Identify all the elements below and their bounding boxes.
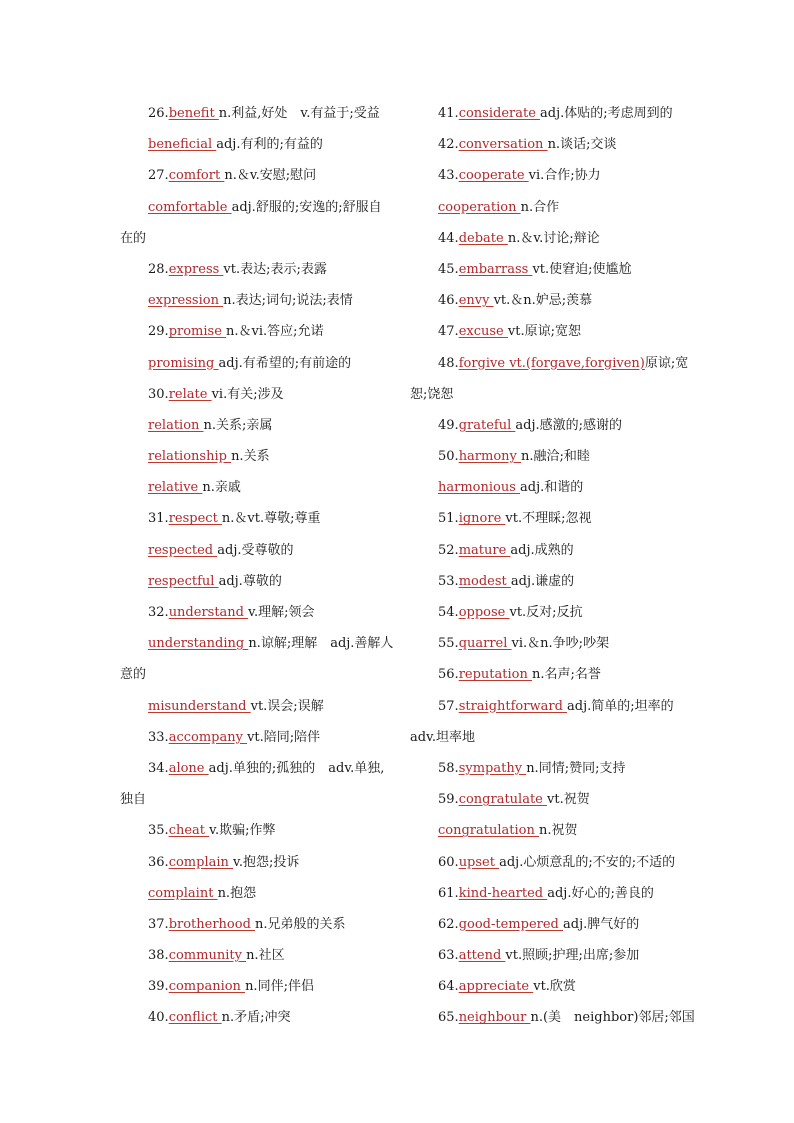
word-definition: 恕;饶恕 <box>410 386 454 402</box>
word-definition: v.抱怨;投诉 <box>233 854 300 870</box>
entry-number: 54. <box>438 605 459 620</box>
entry-number: 43. <box>438 168 459 184</box>
word-definition: n.矛盾;冲突 <box>221 1010 291 1026</box>
vocab-line <box>120 847 390 878</box>
vocab-line <box>120 316 390 347</box>
word-definition: vt.照顾;护理;出席;参加 <box>505 948 640 964</box>
entry-number: 47. <box>438 324 459 340</box>
vocab-line <box>410 815 680 846</box>
vocab-line <box>410 971 680 1002</box>
entry-number: 44. <box>438 230 459 246</box>
vocab-word: debate <box>458 230 508 246</box>
vocab-word: attend <box>458 948 506 964</box>
vocab-word: conversation <box>458 137 548 153</box>
word-definition: n.(美 neighbor)邻居;邻国 <box>530 1010 695 1026</box>
entry-number: 35. <box>148 823 169 839</box>
vocab-word: oppose <box>458 605 510 620</box>
word-definition: adj.有希望的;有前途的 <box>218 355 352 371</box>
vocab-word: comfortable <box>148 199 232 215</box>
vocab-word: understand <box>168 605 249 620</box>
vocab-word: cooperation <box>438 199 521 215</box>
vocab-line <box>410 940 680 971</box>
word-definition: n.合作 <box>520 199 560 215</box>
vocab-word: appreciate <box>458 979 534 995</box>
vocab-word: forgive vt.(forgave,forgiven) <box>458 355 645 371</box>
vocab-word: cooperate <box>458 168 529 184</box>
vocab-line <box>120 223 390 254</box>
word-definition: vi.有关;涉及 <box>211 386 284 402</box>
vocab-word: relative <box>148 480 203 496</box>
vocab-word: beneficial <box>148 137 217 153</box>
vocab-word: complain <box>168 854 234 870</box>
entry-number: 63. <box>438 948 459 964</box>
vocab-line <box>410 784 680 815</box>
word-definition: vt.原谅;宽恕 <box>507 324 581 340</box>
word-definition: 意的 <box>120 667 147 683</box>
word-definition: n.表达;词句;说法;表情 <box>223 293 353 309</box>
vocab-word: straightforward <box>458 698 568 714</box>
word-definition: vt.误会;误解 <box>250 698 324 714</box>
entry-number: 59. <box>438 792 459 808</box>
vocab-line <box>410 316 680 347</box>
word-definition: adj.受尊敬的 <box>217 542 294 558</box>
word-definition: vt.不理睬;忽视 <box>505 511 592 527</box>
word-definition: n.祝贺 <box>539 823 578 839</box>
word-definition: adj.感激的;感谢的 <box>515 417 622 433</box>
vocab-word: complaint <box>148 885 218 901</box>
vocab-line <box>120 129 390 160</box>
vocab-line <box>410 223 680 254</box>
vocab-word: relation <box>148 417 204 433</box>
vocab-line <box>120 878 390 909</box>
vocab-word: relate <box>168 386 212 402</box>
vocab-line <box>120 535 390 566</box>
vocab-line <box>120 940 390 971</box>
word-definition: vt.使窘迫;使尴尬 <box>532 261 632 277</box>
entry-number: 51. <box>438 511 459 527</box>
vocab-line <box>120 597 390 628</box>
vocab-word: neighbour <box>458 1010 531 1026</box>
vocab-line <box>410 410 680 441</box>
word-definition: vt.反对;反抗 <box>509 605 583 620</box>
vocab-line <box>120 472 390 503</box>
vocab-word: reputation <box>458 667 532 683</box>
entry-number: 56. <box>438 667 459 683</box>
word-definition: vt.欣赏 <box>533 979 576 995</box>
vocab-line <box>120 348 390 379</box>
vocab-word: comfort <box>168 168 225 184</box>
word-definition: n.同情;赞同;支持 <box>526 760 626 776</box>
word-definition: 独自 <box>120 792 147 808</box>
word-definition: v.理解;领会 <box>248 605 315 620</box>
vocab-word: misunderstand <box>148 698 251 714</box>
entry-number: 38. <box>148 948 169 964</box>
word-definition: adj.单独的;孤独的 adv.单独, <box>208 760 385 776</box>
vocab-line <box>120 909 390 940</box>
word-definition: vi.合作;协力 <box>528 168 601 184</box>
vocab-line <box>120 410 390 441</box>
entry-number: 58. <box>438 760 459 776</box>
vocab-line <box>410 597 680 628</box>
entry-number: 28. <box>148 261 169 277</box>
vocab-word: respect <box>168 511 222 527</box>
vocab-line <box>410 691 680 722</box>
vocab-word: relationship <box>148 449 232 465</box>
vocab-word: respectful <box>148 573 219 589</box>
vocab-word: understanding <box>148 636 249 652</box>
word-definition: adj.心烦意乱的;不安的;不适的 <box>499 854 676 870</box>
vocab-line <box>120 98 390 129</box>
entry-number: 53. <box>438 573 459 589</box>
vocab-word: modest <box>458 573 511 589</box>
vocab-line <box>410 503 680 534</box>
vocab-line <box>120 784 390 815</box>
vocab-word: mature <box>458 542 511 558</box>
word-definition: n.社区 <box>246 948 285 964</box>
entry-number: 49. <box>438 417 459 433</box>
right-column <box>410 98 695 1034</box>
vocab-word: excuse <box>458 324 508 340</box>
word-definition: vt.祝贺 <box>547 792 590 808</box>
vocab-line <box>120 441 390 472</box>
vocab-word: embarrass <box>458 261 533 277</box>
entry-number: 34. <box>148 760 169 776</box>
word-definition: adj.舒服的;安逸的;舒服自 <box>231 199 382 215</box>
word-definition: adj.脾气好的 <box>563 916 640 932</box>
vocab-line <box>120 659 390 690</box>
vocab-line <box>410 348 689 379</box>
entry-number: 40. <box>148 1010 169 1026</box>
vocab-line <box>410 566 680 597</box>
word-definition: n.＆vi.答应;允诺 <box>226 324 324 340</box>
word-definition: n.亲戚 <box>202 480 241 496</box>
entry-number: 29. <box>148 324 169 340</box>
word-definition: vt.＆n.妒忌;羡慕 <box>493 293 593 309</box>
word-definition: adj.简单的;坦率的 <box>567 698 674 714</box>
vocab-word: brotherhood <box>168 916 256 932</box>
vocab-line <box>120 192 390 223</box>
vocab-line <box>410 722 680 753</box>
word-definition: adj.有利的;有益的 <box>216 137 323 153</box>
entry-number: 32. <box>148 605 169 620</box>
entry-number: 46. <box>438 293 459 309</box>
entry-number: 48. <box>438 355 459 371</box>
entry-number: 30. <box>148 386 169 402</box>
word-definition: adj.尊敬的 <box>218 573 282 589</box>
entry-number: 61. <box>438 885 459 901</box>
vocab-line <box>410 1002 695 1033</box>
vocab-line <box>120 971 390 1002</box>
word-definition: n.抱怨 <box>217 885 257 901</box>
vocab-word: envy <box>458 293 494 309</box>
vocab-line <box>410 192 680 223</box>
vocab-line <box>410 472 680 503</box>
vocab-word: harmony <box>458 449 522 465</box>
vocab-word: companion <box>168 979 246 995</box>
word-definition: adj.和谐的 <box>520 480 584 496</box>
vocab-line <box>410 285 680 316</box>
entry-number: 62. <box>438 916 459 932</box>
vocab-word: promise <box>168 324 227 340</box>
word-definition: adj.体贴的;考虑周到的 <box>540 106 673 121</box>
entry-number: 42. <box>438 137 459 153</box>
entry-number: 60. <box>438 854 459 870</box>
vocab-line <box>120 160 390 191</box>
vocab-word: respected <box>148 542 218 558</box>
word-definition: n.利益,好处 v.有益于;受益 <box>218 106 380 121</box>
vocab-line <box>120 503 390 534</box>
word-definition: n.＆v.安慰;慰问 <box>224 168 317 184</box>
vocab-line <box>120 1002 390 1033</box>
vocab-line <box>120 628 394 659</box>
entry-number: 37. <box>148 916 169 932</box>
entry-number: 26. <box>148 106 169 121</box>
vocab-line <box>410 909 680 940</box>
vocab-line <box>410 129 680 160</box>
vocab-line <box>120 254 390 285</box>
vocab-line <box>120 566 390 597</box>
vocab-word: community <box>168 948 247 964</box>
word-definition: 在的 <box>120 230 147 246</box>
entry-number: 27. <box>148 168 169 184</box>
vocab-line <box>410 160 680 191</box>
vocab-line <box>410 441 680 472</box>
vocab-line <box>410 847 680 878</box>
vocab-word: congratulate <box>458 792 548 808</box>
vocab-line <box>120 753 390 784</box>
vocab-word: upset <box>458 854 500 870</box>
word-definition: n.谈话;交谈 <box>547 137 617 153</box>
left-column <box>120 98 394 1034</box>
vocab-word: expression <box>148 293 224 309</box>
word-definition: n.谅解;理解 adj.善解人 <box>248 636 394 652</box>
vocab-word: grateful <box>458 417 516 433</box>
entry-number: 55. <box>438 636 459 652</box>
vocab-line <box>410 254 680 285</box>
vocab-word: conflict <box>168 1010 222 1026</box>
word-definition: adj.谦虚的 <box>510 573 575 589</box>
entry-number: 57. <box>438 698 459 714</box>
word-definition: n.关系;亲属 <box>203 417 273 433</box>
entry-number: 64. <box>438 979 459 995</box>
vocab-word: considerate <box>458 106 541 121</box>
vocab-word: congratulation <box>438 823 539 839</box>
entry-number: 39. <box>148 979 169 995</box>
vocab-word: good-tempered <box>458 916 563 932</box>
entry-number: 41. <box>438 106 459 121</box>
vocab-word: harmonious <box>438 480 521 496</box>
vocab-word: benefit <box>168 106 219 121</box>
entry-number: 31. <box>148 511 169 527</box>
word-definition: n.＆v.讨论;辩论 <box>507 230 600 246</box>
word-definition: adv.坦率地 <box>410 729 476 745</box>
word-definition: n.同伴;伴侣 <box>245 979 314 995</box>
vocab-line <box>410 878 680 909</box>
word-definition: vt.陪同;陪伴 <box>247 729 321 745</box>
word-definition: vi.＆n.争吵;吵架 <box>511 636 610 652</box>
vocab-word: promising <box>148 355 219 371</box>
vocab-line <box>410 379 680 410</box>
vocab-line <box>120 722 390 753</box>
entry-number: 52. <box>438 542 459 558</box>
entry-number: 65. <box>438 1010 459 1026</box>
entry-number: 33. <box>148 729 169 745</box>
vocab-word: quarrel <box>458 636 512 652</box>
vocab-word: alone <box>168 760 209 776</box>
vocab-word: ignore <box>458 511 506 527</box>
vocab-line <box>120 285 390 316</box>
vocab-word: cheat <box>168 823 210 839</box>
vocab-line <box>120 379 390 410</box>
word-definition: n.名声;名誉 <box>531 667 601 683</box>
entry-number: 36. <box>148 854 169 870</box>
vocab-line <box>410 753 680 784</box>
vocab-line <box>410 98 680 129</box>
word-definition: vt.表达;表示;表露 <box>223 261 327 277</box>
word-definition: n.融洽;和睦 <box>521 449 590 465</box>
word-definition: adj.好心的;善良的 <box>547 885 654 901</box>
vocab-line <box>410 659 680 690</box>
word-definition: adj.成熟的 <box>510 542 574 558</box>
vocab-word: sympathy <box>458 760 527 776</box>
entry-number: 50. <box>438 449 459 465</box>
vocab-line <box>120 691 390 722</box>
word-definition: n.关系 <box>231 449 270 465</box>
vocab-line <box>120 815 390 846</box>
word-definition: 原谅;宽 <box>644 355 689 371</box>
vocab-word: express <box>168 261 224 277</box>
entry-number: 45. <box>438 261 459 277</box>
vocab-word: accompany <box>168 729 248 745</box>
word-definition: n.兄弟般的关系 <box>255 916 346 932</box>
vocab-line <box>410 535 680 566</box>
word-definition: v.欺骗;作弊 <box>209 823 276 839</box>
word-definition: n.＆vt.尊敬;尊重 <box>221 511 321 527</box>
vocab-word: kind-hearted <box>458 885 548 901</box>
vocab-line <box>410 628 680 659</box>
